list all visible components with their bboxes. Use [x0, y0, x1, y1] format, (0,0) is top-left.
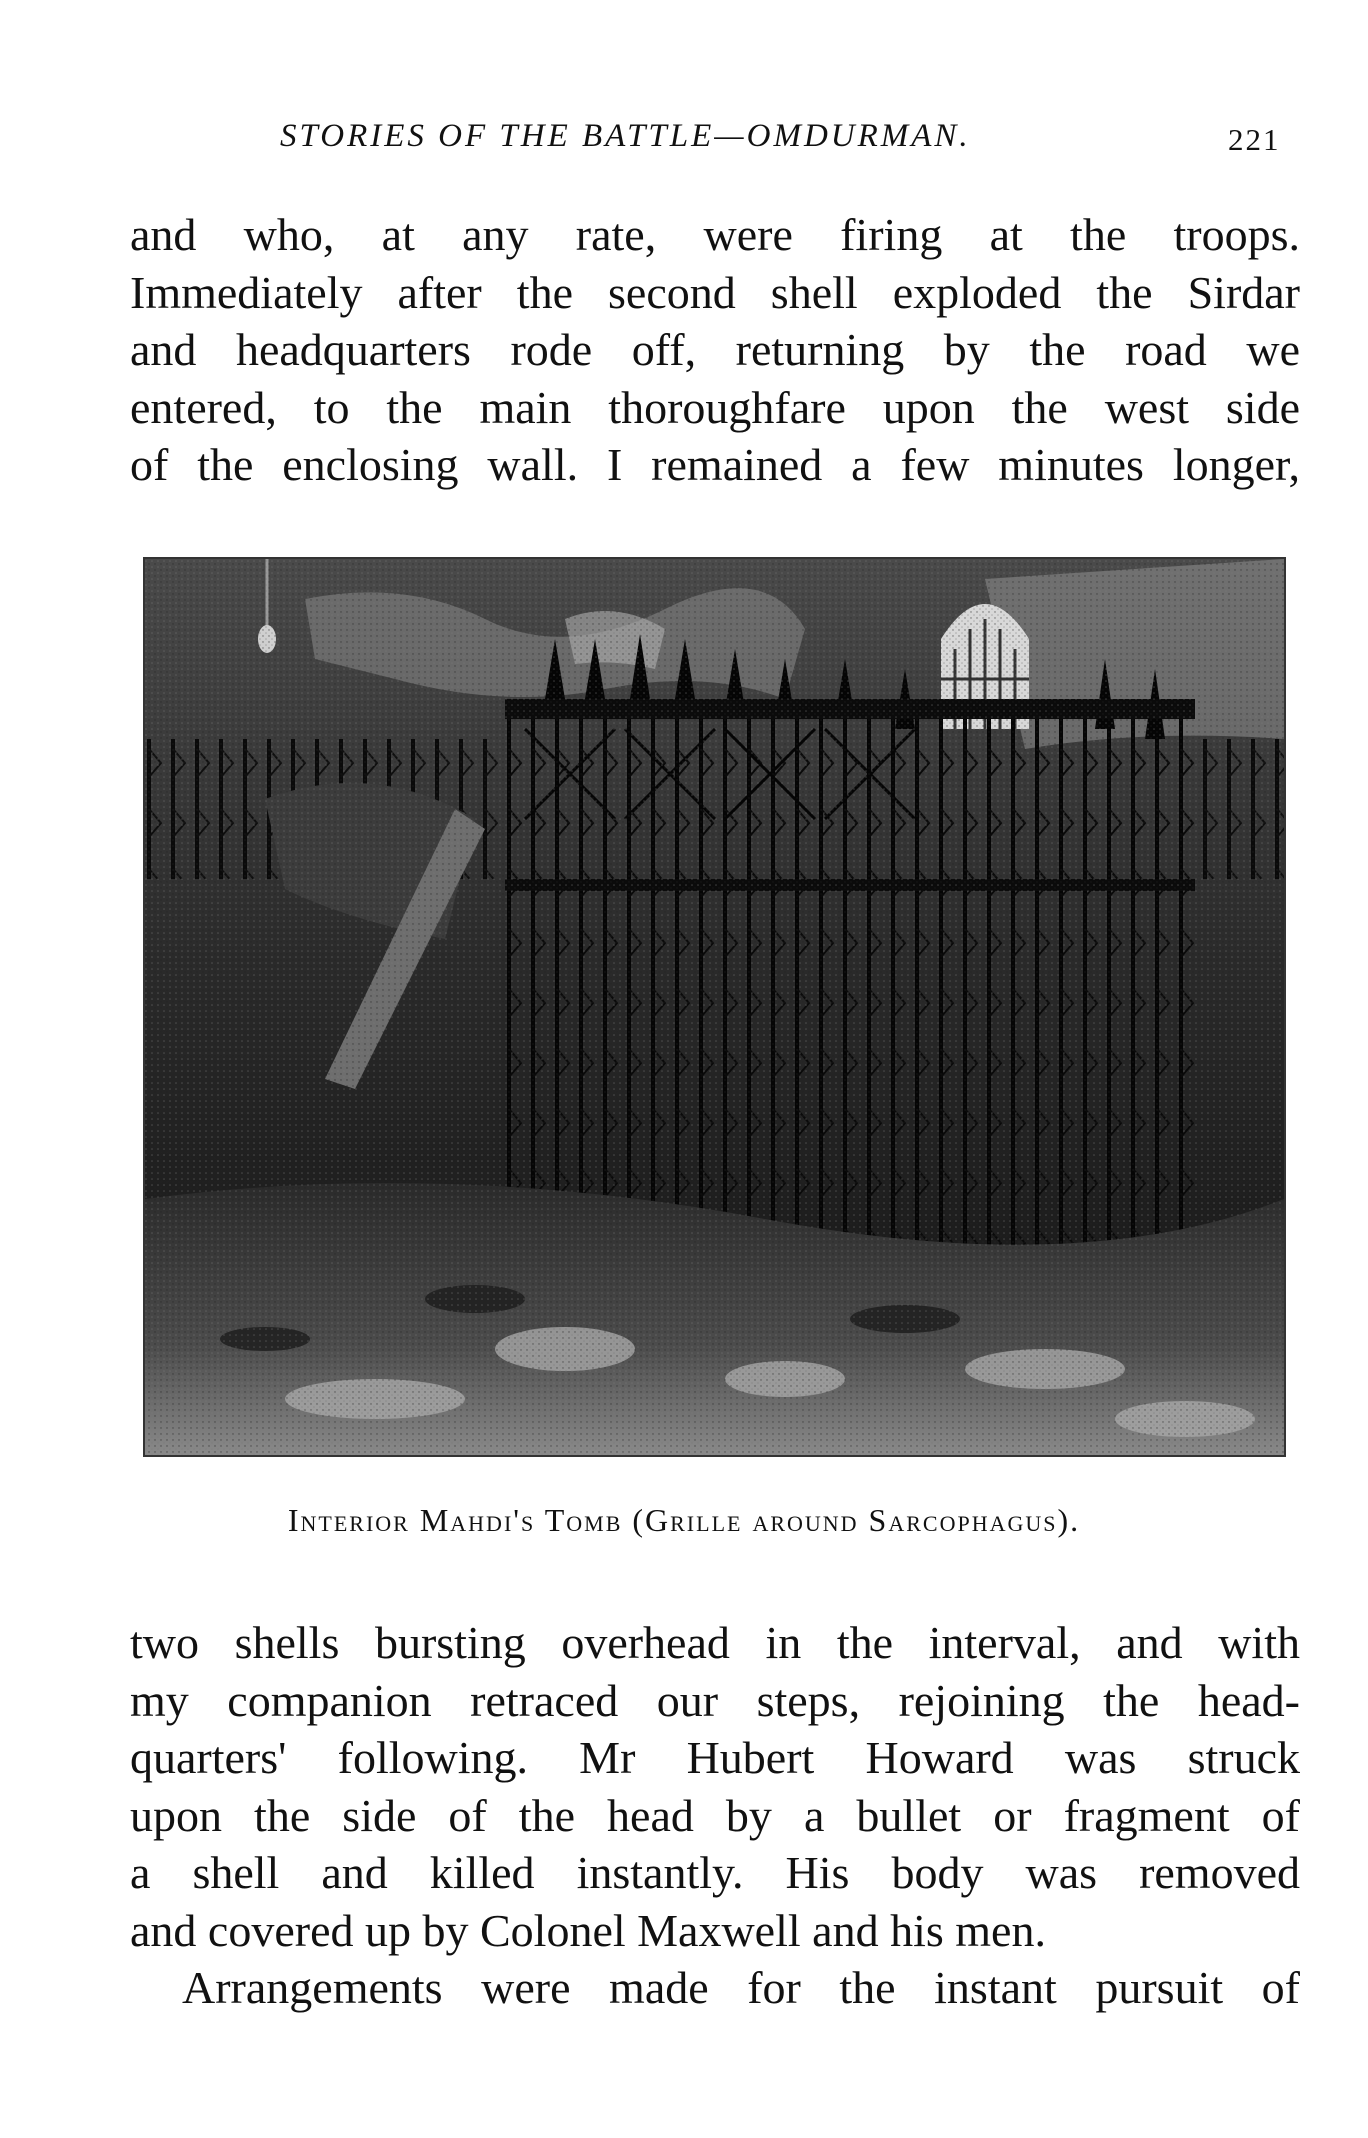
- text-line: two shells bursting overhead in the interval, and with: [130, 1617, 1300, 1668]
- text-line: Immediately after the second shell exploded the Sirdar: [130, 266, 1300, 318]
- paragraph-bottom: [130, 1614, 1300, 2017]
- text-line: and covered up by Colonel Maxwell and his men.: [130, 1904, 1046, 1956]
- text-line: entered, to the main thoroughfare upon the west side: [130, 381, 1300, 433]
- page-number: 221: [1228, 122, 1281, 157]
- text-line: a shell and killed instantly. His body was removed: [130, 1847, 1300, 1898]
- paragraph-top: [130, 206, 1300, 494]
- text-line: my companion retraced our steps, rejoining the head-: [130, 1674, 1300, 1726]
- text-line: upon the side of the head by a bullet or fragment of: [130, 1789, 1300, 1841]
- text-line: and headquarters rode off, returning by the road we: [130, 324, 1300, 375]
- photograph-mahdi-tomb: [143, 557, 1286, 1457]
- running-header: STORIES OF THE BATTLE—OMDURMAN.: [280, 118, 971, 154]
- text-line: Arrangements were made for the instant pursuit of: [182, 1962, 1300, 2013]
- figure-caption: Interior Mahdi's Tomb (Grille around Sarcophagus).: [287, 1502, 1081, 1538]
- tomb-grille-illustration: [145, 559, 1284, 1455]
- text-line: quarters' following. Mr Hubert Howard was struck: [130, 1732, 1300, 1783]
- text-line: of the enclosing wall. I remained a few minutes longer,: [130, 439, 1300, 490]
- text-line: and who, at any rate, were firing at the troops.: [130, 209, 1300, 260]
